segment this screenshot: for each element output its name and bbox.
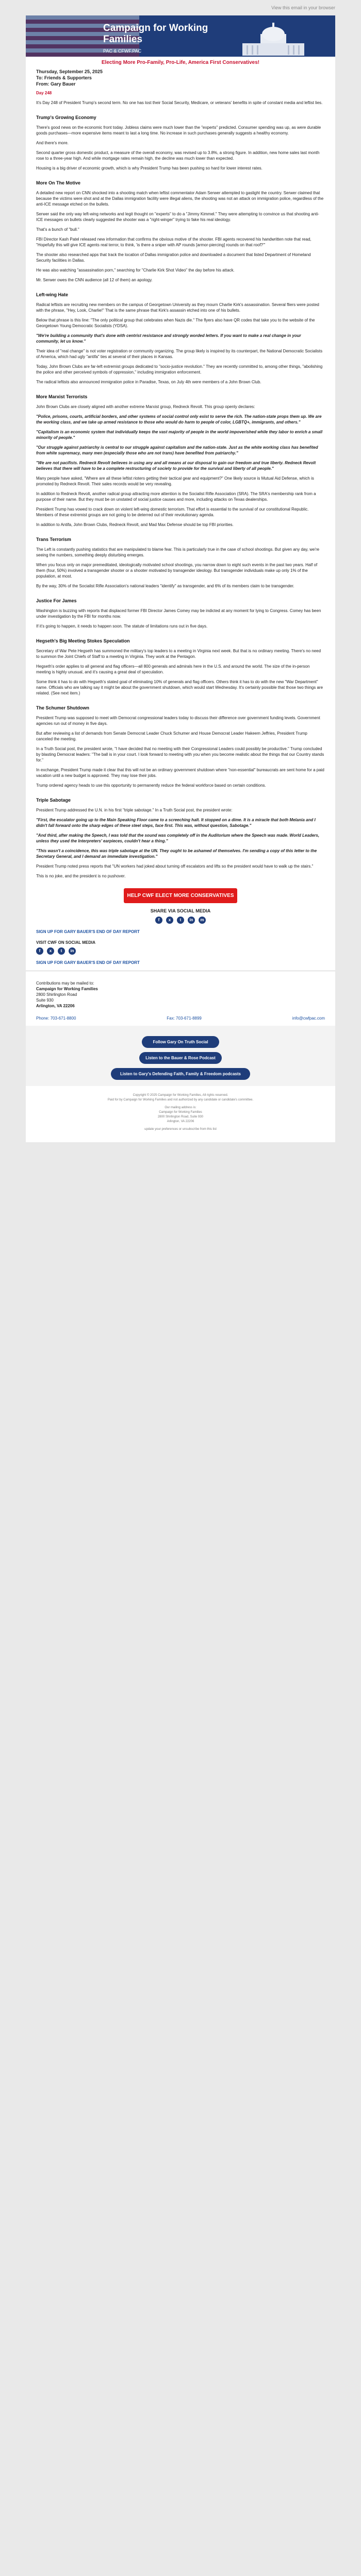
paragraph: Second quarter gross domestic product, a measure of the overall economy, was revised up to 3.8%, a strong figure. In addition, new home sales last month rose to a three-year high. And while mortgage rates remain high, the decline was much lower than expected. xyxy=(36,150,320,161)
section-heading-hegseth: Hegseth's Big Meeting Stokes Speculation xyxy=(36,638,130,643)
address-city: Arlington, VA 22206 xyxy=(36,1004,75,1008)
paragraph: Their idea of "real change" is not voter registration or community organizing. The group likely is inspired by its counterpart, the National Democratic Socialists of America, which had ugly "antifa" ties at several of their places in Kansas. xyxy=(36,349,323,359)
paragraph: When you focus only on major premeditated, ideologically motivated school shootings, you narrow down to eight such events in the past two years. Half of them (four, 50%) involved a transgender shooter or a shooter motivated by transgender ideology. But transgender individuals make up only 1% of the population, at most. xyxy=(36,563,318,579)
email-to: To: Friends & Supporters xyxy=(36,75,92,80)
linkedin-icon[interactable]: in xyxy=(188,917,195,924)
section-heading-sabotage: Triple Sabotage xyxy=(36,798,71,803)
paragraph: Trump ordered agency heads to use this opportunity to permanently reduce the federal workforce based on certain conditions. xyxy=(36,783,266,788)
quote: "Police, prisons, courts, artificial borders, and other systems of social control only exist to serve the rich. The nation-state props them up. We are the working class, and we take up armed resistance to those who would do harm to people of color, LGBTQ+, immigrants, and others." xyxy=(36,414,322,425)
x-twitter-icon[interactable]: x xyxy=(47,947,54,955)
paragraph: If it's going to happen, it needs to happen soon. The statute of limitations runs out in five days. xyxy=(36,624,208,629)
paragraph: Washington is buzzing with reports that displaced former FBI Director James Comey may be indicted at any moment for lying to Congress. Comey has been under investigation by the FBI for months now. xyxy=(36,608,321,619)
address-intro: Contributions may be mailed to: xyxy=(36,981,94,986)
fine-city: Arlington, VA 22206 xyxy=(167,1120,194,1123)
paragraph: In addition to Antifa, John Brown Clubs, Redneck Revolt, and Mad Max Defense should be top FBI priorities. xyxy=(36,522,234,527)
truth-social-icon[interactable]: t xyxy=(177,917,184,924)
banner-title-text: Campaign for Working Families xyxy=(103,23,208,45)
section-heading-shutdown: The Schumer Shutdown xyxy=(36,705,90,710)
x-twitter-icon[interactable]: x xyxy=(166,917,173,924)
paragraph: Housing is a big driver of economic growth, which is why President Trump has been pushing so hard for lower interest rates. xyxy=(36,166,262,171)
fax-text: Fax: 703-671-8899 xyxy=(167,1016,202,1021)
paragraph: President Trump noted press reports that "UN workers had joked about turning off escalators and lifts so the president would have to walk up the stairs." xyxy=(36,864,314,869)
email-date: Thursday, September 25, 2025 xyxy=(36,69,103,74)
paragraph: In addition to Redneck Revolt, another radical group attracting more attention is the Socialist Rifle Association (SRA). The SRA's membership rank from a purpose of their name. But they must be on unstated of social justice causes and more, including attacks on Texas dealerships. xyxy=(36,492,316,502)
paragraph: The radical leftists also announced immigration police in Paradise, Texas, on July 4th were members of a John Brown Club. xyxy=(36,380,261,384)
section-heading-trans-terrorism: Trans Terrorism xyxy=(36,537,71,542)
paragraph: Hegseth's order applies to all general and flag officers—all 800 generals and admirals here in the U.S. and around the world. The size of the in-person meeting is highly unusual, and it's causing a great deal of speculation. xyxy=(36,664,310,674)
share-heading: SHARE VIA SOCIAL MEDIA xyxy=(150,908,211,913)
truth-social-button[interactable]: Follow Gary On Truth Social xyxy=(142,1036,219,1048)
donate-button[interactable]: HELP CWF ELECT MORE CONSERVATIVES xyxy=(124,888,237,903)
paragraph: Many people have asked, "Where are all these leftist rioters getting their tactical gear and equipment?" One likely source is Mutual Aid Defense, which is promoted by Redneck Revolt. Their sales records would be very revealing. xyxy=(36,476,314,486)
truth-social-icon[interactable]: t xyxy=(58,947,65,955)
paragraph: President Trump was supposed to meet with Democrat congressional leaders today to discuss their difference over government funding levels. Government agencies run out of money in five days. xyxy=(36,716,320,726)
quote: "First, the escalator going up to the Main Speaking Floor came to a screeching halt. It stopped on a dime. It is a miracle that both Melania and I didn't fall forward onto the sharp edges of these steel steps, face first. This was, without question, Sabotage." xyxy=(36,818,316,828)
paragraph: But after reviewing a list of demands from Senate Democrat Leader Chuck Schumer and House Democrat Leader Hakeem Jeffries, President Trump canceled the meeting. xyxy=(36,731,307,741)
section-heading-marxist: More Marxist Terrorists xyxy=(36,394,88,399)
banner-title xyxy=(103,23,227,57)
unsubscribe-link[interactable]: update your preferences or unsubscribe from this list xyxy=(144,1128,217,1131)
paragraph: The Left is constantly pushing statistics that are manipulated to blame fear. This is particularly true in the case of school shootings. But given any day, we're seeing the numbers, something deeply disturbing emerges. xyxy=(36,547,320,557)
phone-link[interactable]: Phone: 703-671-8800 xyxy=(36,1016,76,1021)
paragraph: In exchange, President Trump made it clear that this will not be an ordinary government shutdown where "non-essential" bureaucrats are sent home for a paid vacation until a new budget is approved. They may lose their jobs. xyxy=(36,768,324,778)
paragraph: By the way, 30% of the Socialist Rifle Association's national leaders "identify" as transgender, and 6% of its members claim to be transgender. xyxy=(36,584,294,588)
header-banner xyxy=(26,15,335,57)
section-heading-left-wing-hate: Left-wing Hate xyxy=(36,292,68,297)
signup-link-2[interactable]: SIGN UP FOR GARY BAUER'S END OF DAY REPORT xyxy=(36,960,140,965)
paragraph: This is no joke, and the president is no pushover. xyxy=(36,874,126,878)
paragraph: FBI Director Kash Patel released new information that confirms the obvious motive of the shooter. FBI agents recovered his handwritten note that read, "Hopefully this will give ICE agents real terror, to think, 'is there a sniper with AP rounds [armor-piercing] rounds on that roof?'" xyxy=(36,237,311,247)
podcast-button[interactable]: Listen to the Bauer & Rose Podcast xyxy=(139,1052,222,1064)
defending-faith-podcast-button[interactable]: Listen to Gary's Defending Faith, Family & Freedom podcasts xyxy=(111,1068,250,1080)
share-social-icons xyxy=(26,917,335,924)
paragraph: John Brown Clubs are closely aligned with another extreme Marxist group, Redneck Revolt. This group openly declares: xyxy=(36,404,255,409)
email-from: From: Gary Bauer xyxy=(36,81,76,87)
paid-for-notice: Paid for by Campaign for Working Families and not authorized by any candidate or candidate's committee. xyxy=(107,1098,254,1101)
capitol-icon xyxy=(232,20,315,56)
visit-social-heading: VISIT CWF ON SOCIAL MEDIA xyxy=(36,940,95,945)
quote: "This wasn't a coincidence, this was triple sabotage at the UN. They ought to be ashamed of themselves. I'm sending a copy of this letter to the Secretary General, and I demand an immediate investigation." xyxy=(36,849,317,859)
quote: "Capitalism is an economic system that individually keeps the vast majority of people in the world impoverished while they labor to enrich a small minority of people." xyxy=(36,430,323,440)
address-suite: Suite 930 xyxy=(36,998,54,1003)
fine-street: 2800 Shirlington Road, Suite 930 xyxy=(157,1115,204,1118)
footer-actions xyxy=(26,1026,335,1086)
email-meta xyxy=(26,67,335,90)
quote: "Our struggle against patriarchy is central to our struggle against capitalism and the nation-state. Just as the white working class has benefited from white supremacy, many men (especially those who are not trans) have benefited from patriarchy." xyxy=(36,445,318,455)
view-in-browser xyxy=(26,0,335,15)
section-heading-motive: More On The Motive xyxy=(36,180,81,185)
email-link[interactable]: info@cwfpac.com xyxy=(292,1016,325,1021)
fine-print xyxy=(26,1086,335,1142)
paragraph: And there's more. xyxy=(36,141,69,145)
quote: "And third, after making the Speech, I was told that the sound was completely off in the Auditorium where the Speech was made. World Leaders, unless they used the Interpreters' earpieces, couldn't hear a thing." xyxy=(36,833,320,843)
linkedin-icon[interactable]: in xyxy=(69,947,76,955)
intro-paragraph: It's Day 248 of President Trump's second term. No one has lost their Social Security, Medicare, or veterans' benefits in spite of constant media and leftist lies. xyxy=(36,100,323,105)
signup-link[interactable]: SIGN UP FOR GARY BAUER'S END OF DAY REPORT xyxy=(36,929,140,934)
email-icon[interactable]: m xyxy=(199,917,206,924)
paragraph: The shooter also researched apps that track the location of Dallas immigration police and downloaded a document that listed Department of Homeland Security facilities in Dallas. xyxy=(36,252,311,263)
paragraph: Mr. Serwer owes the CNN audience (all 12 of them) an apology. xyxy=(36,278,153,282)
visit-social-icons xyxy=(36,947,325,955)
paragraph: Today, John Brown Clubs are far-left extremist groups dedicated to "socio-justice revolution." They are recently committed to, among other things, "abolishing the police and other perceived symbols of oppression," including immigration enforcement. xyxy=(36,364,323,375)
section-heading-economy: Trump's Growing Economy xyxy=(36,115,96,120)
copyright: Copyright © 2025 Campaign for Working Families, All rights reserved. xyxy=(133,1094,228,1097)
day-counter: Day 248 xyxy=(36,91,52,95)
paragraph: In a Truth Social post, the president wrote, "I have decided that no meeting with their Congressional Leaders could possibly be productive." Trump concluded by blasting Democrat leaders: "The ball is in your court. I look forward to meeting with you when you become realistic about the things that our Country stands for." xyxy=(36,747,324,762)
email-container xyxy=(26,15,335,1142)
paragraph: There's good news on the economic front today. Jobless claims were much lower than the "experts" predicted. Consumer spending was up, as were durable goods purchases—more expensive items meant to last a long time. No increase in such purchases generally suggests a healthy economy. xyxy=(36,125,321,135)
email-body xyxy=(26,90,335,879)
facebook-icon[interactable]: f xyxy=(36,947,43,955)
paragraph: Some think it has to do with Hegseth's stated goal of eliminating 10% of generals and flag officers. Others think it has to do with the new "War Department" name. Officials who are talking say it might be about the government shutdown, which would start Wednesday. It's certainly possible that those two things are related. (See next item.) xyxy=(36,680,323,696)
paragraph: Serwer said the only way left-wing networks and legit thought on "experts" to do a "Jimmy Kimmel." They were attempting to convince us that shooting anti-ICE messages on bullets clearly suggested the shooter was a "right-winger" trying to fake his real ideology. xyxy=(36,212,319,222)
paragraph: President Trump has vowed to crack down on violent left-wing domestic terrorism. That effort is essential to the survival of our constitutional Republic. Members of these extremist groups are not going to be deterred out of their revolutionary agenda. xyxy=(36,507,309,517)
paragraph: Below that phrase is this line: "The only political group that celebrates when Nazis die." The flyers also have QR codes that take you to the website of the Georgetown Young Democratic Socialists (YDSA). xyxy=(36,318,315,328)
quote: "We're building a community that's done with centrist resistance and strongly worded letters. If you want to make a real change in your community, let us know." xyxy=(36,333,301,344)
mailing-address-label: Our mailing address is: xyxy=(165,1106,196,1109)
section-heading-justice: Justice For James xyxy=(36,598,77,603)
contact-row xyxy=(26,1013,335,1026)
tagline: Electing More Pro-Family, Pro-Life, America First Conservatives! xyxy=(101,60,260,65)
paragraph: A detailed new report on CNN shocked into a shooting match when leftist commentator Adam Serwer attempted to gaslight the country. Serwer claimed that because the victims were shot and at the Dallas immigration facility were illegal aliens, the shooting was not an attack on immigration police, regardless of the anti-ICE message etched on the bullets. xyxy=(36,191,324,207)
paragraph: Secretary of War Pete Hegseth has summoned the military's top leaders to a meeting in Virginia next week. But that is no ordinary meeting. There's no need to summon the Joint Chiefs of Staff to a meeting in Virginia. They work at the Pentagon. xyxy=(36,649,321,659)
signup-links xyxy=(26,929,335,965)
mailing-address xyxy=(26,976,335,1013)
paragraph: That's a bunch of "bull." xyxy=(36,227,79,232)
fine-org: Campaign for Working Families xyxy=(159,1111,202,1114)
address-org: Campaign for Working Families xyxy=(36,987,98,991)
address-street: 2800 Shirlington Road xyxy=(36,992,77,997)
banner-subtitle: PAC & CFWF.PAC xyxy=(103,48,142,54)
paragraph: He was also watching "assassination porn," searching for "Charlie Kirk Shot Video" the day before his attack. xyxy=(36,268,235,273)
paragraph: Radical leftists are recruiting new members on the campus of Georgetown University as they mourn Charlie Kirk's assassination. Several fliers were posted with the phrase, "Hey, Look, Charlie!" That is the same phrase that Kirk's assassin etched into one of his bullets. xyxy=(36,302,319,313)
paragraph: President Trump addressed the U.N. in his first "triple sabotage." In a Truth Social post, the president wrote: xyxy=(36,808,233,812)
quote: "We are not pacifists. Redneck Revolt believes in using any and all means at our disposal to gain our freedom and true liberty. Redneck Revolt believes that there will have to be a complete restructuring of society to provide for the survival and liberty of all people." xyxy=(36,461,316,471)
facebook-icon[interactable]: f xyxy=(155,917,162,924)
view-in-browser-link[interactable]: View this email in your browser xyxy=(271,5,335,10)
